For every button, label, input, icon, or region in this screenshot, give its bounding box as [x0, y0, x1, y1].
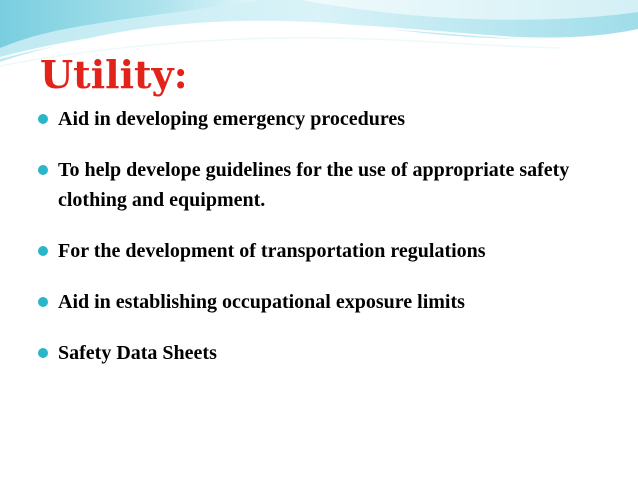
bullet-dot-icon [38, 297, 48, 307]
bullet-item [38, 287, 618, 317]
bullet-item [38, 236, 618, 266]
bullet-text: To help develope guidelines for the use of appropriate safety clothing and equipment. [58, 159, 570, 211]
bullet-text: Safety Data Sheets [58, 342, 217, 364]
bullet-item [38, 155, 618, 215]
slide-title: Utility: [40, 52, 188, 97]
bullet-item [38, 338, 618, 368]
bullet-text: Aid in developing emergency procedures [58, 108, 406, 130]
bullet-dot-icon [38, 114, 48, 124]
bullet-dot-icon [38, 165, 48, 175]
bullet-text: Aid in establishing occupational exposure limits [58, 291, 465, 313]
bullet-dot-icon [38, 246, 48, 256]
bullet-text: For the development of transportation regulations [58, 240, 486, 262]
bullet-dot-icon [38, 348, 48, 358]
bullet-list [38, 104, 618, 368]
bullet-item [38, 104, 618, 134]
